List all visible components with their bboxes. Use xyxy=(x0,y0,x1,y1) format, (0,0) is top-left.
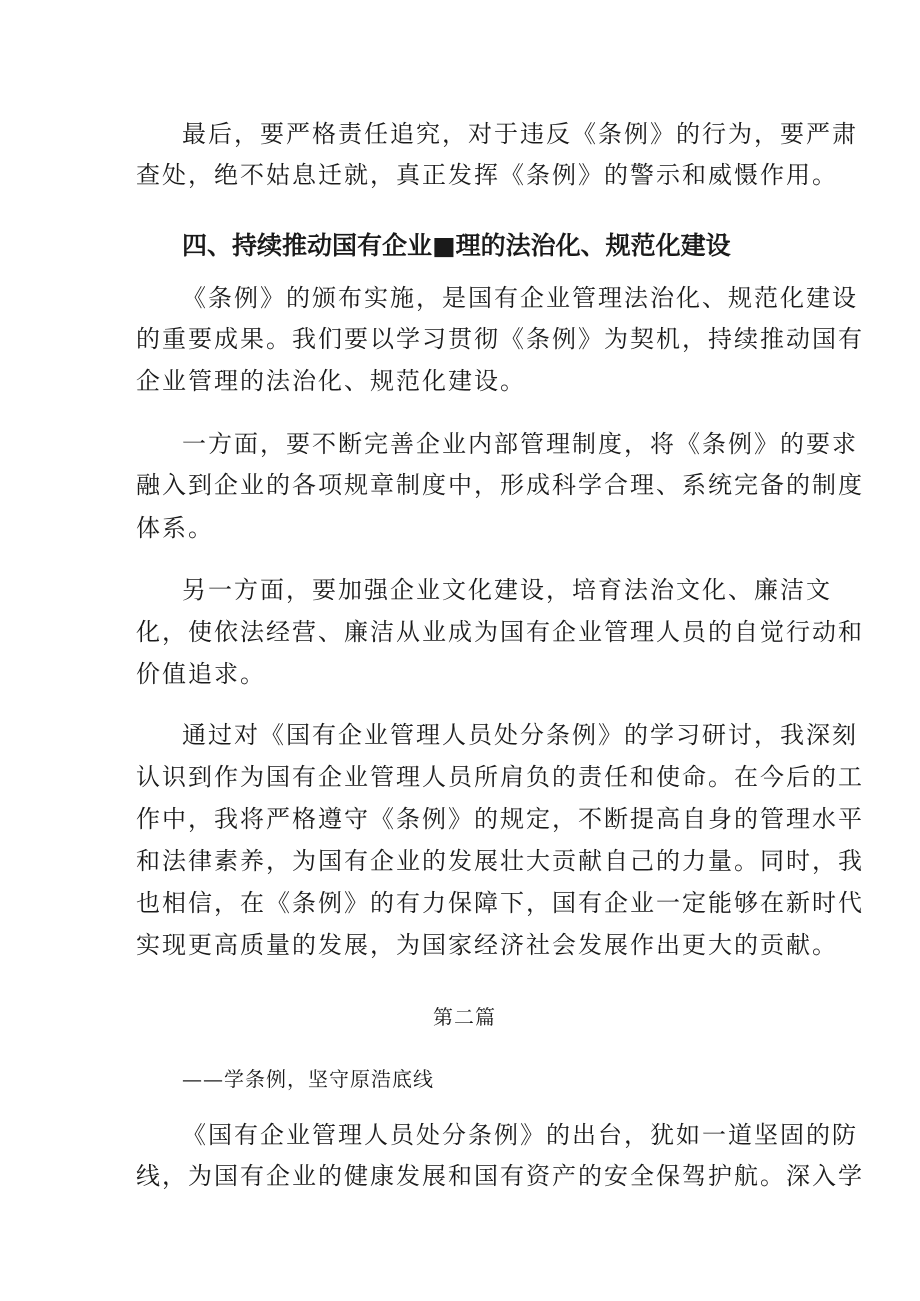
paragraph-intro-line-3: 企业管理的法治化、规范化建设。 xyxy=(136,367,526,395)
paragraph-conclusion-line-3: 作中，我将严格遵守《条例》的规定，不断提高自身的管理水平 xyxy=(136,805,864,833)
part-two-title: 第二篇 xyxy=(433,1005,496,1029)
paragraph-one-side-line-2: 融入到企业的各项规章制度中，形成科学合理、系统完备的制度 xyxy=(136,471,864,499)
paragraph-conclusion-line-6: 实现更高质量的发展，为国家经济社会发展作出更大的贡献。 xyxy=(136,931,838,959)
paragraph-conclusion-line-5: 也相信，在《条例》的有力保障下，国有企业一定能够在新时代 xyxy=(136,889,864,917)
paragraph-conclusion-line-2: 认识到作为国有企业管理人员所肩负的责任和使命。在今后的工 xyxy=(136,763,864,791)
paragraph-one-side-line-1: 一方面，要不断完善企业内部管理制度，将《条例》的要求 xyxy=(182,430,858,458)
paragraph-intro-line-2: 的重要成果。我们要以学习贯彻《条例》为契机，持续推动国有 xyxy=(136,325,864,353)
paragraph-closing-line-1: 最后，要严格责任追究，对于违反《条例》的行为，要严肃 xyxy=(182,120,858,148)
paragraph-closing-line-2: 查处，绝不姑息迁就，真正发挥《条例》的警示和威慑作用。 xyxy=(136,161,838,189)
section-heading: 四、持续推动国有企业■理的法治化、规范化建设 xyxy=(182,231,731,260)
paragraph-intro-line-1: 《条例》的颁布实施，是国有企业管理法治化、规范化建设 xyxy=(182,284,858,312)
paragraph-part-two-line-1: 《国有企业管理人员处分条例》的出台，犹如一道坚固的防 xyxy=(182,1121,858,1149)
paragraph-conclusion-line-4: 和法律素养，为国有企业的发展壮大贡献自己的力量。同时，我 xyxy=(136,847,864,875)
paragraph-one-side-line-3: 体系。 xyxy=(136,514,214,542)
part-two-subtitle: ——学条例，坚守原浩底线 xyxy=(182,1067,434,1091)
paragraph-other-side-line-1: 另一方面，要加强企业文化建设，培育法治文化、廉洁文 xyxy=(182,576,832,604)
paragraph-other-side-line-2: 化，使依法经营、廉洁从业成为国有企业管理人员的自觉行动和 xyxy=(136,618,864,646)
paragraph-part-two-line-2: 线，为国有企业的健康发展和国有资产的安全保驾护航。深入学 xyxy=(136,1162,864,1190)
paragraph-conclusion-line-1: 通过对《国有企业管理人员处分条例》的学习研讨，我深刻 xyxy=(182,721,858,749)
paragraph-other-side-line-3: 价值追求。 xyxy=(136,660,266,688)
